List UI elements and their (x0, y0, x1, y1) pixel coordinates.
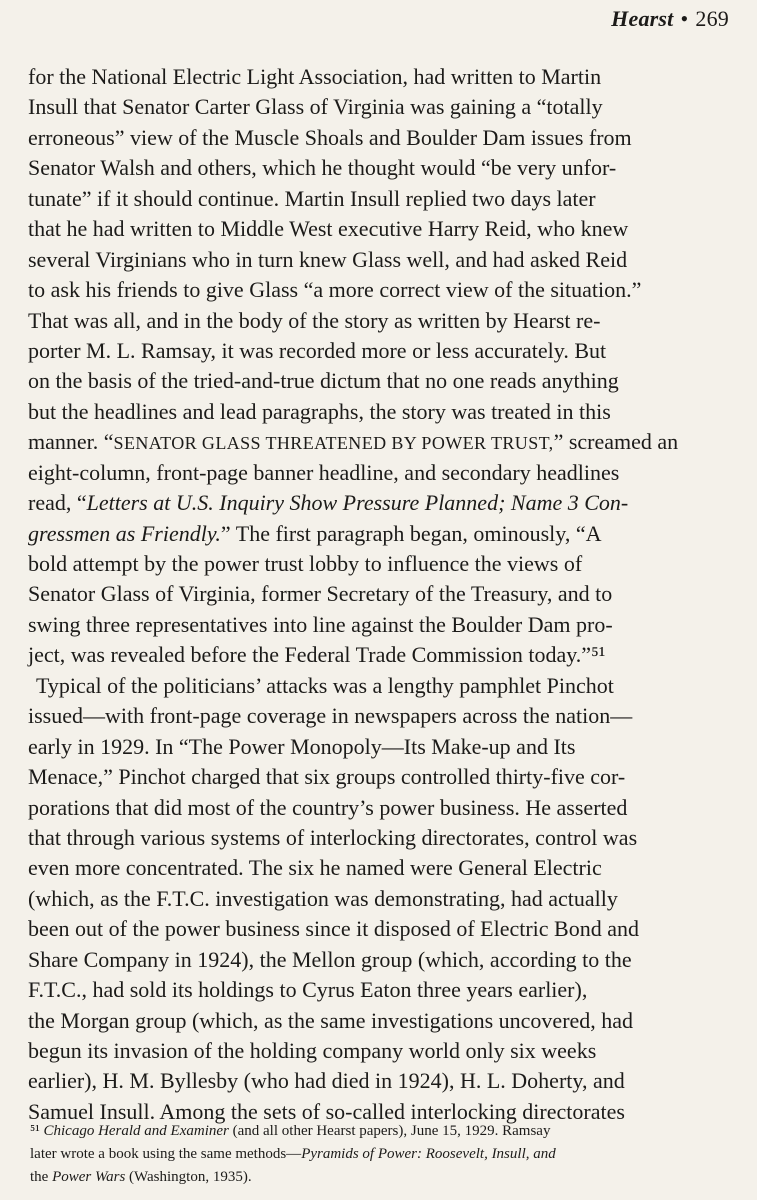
text-line: bold attempt by the power trust lobby to influence the views of (28, 551, 583, 576)
text-line: read, “Letters at U.S. Inquiry Show Pressure Planned; Name 3 Con- (28, 490, 629, 516)
text-line: porter M. L. Ramsay, it was recorded more or less accurately. But (28, 337, 607, 363)
text-line: erroneous” view of the Muscle Shoals and Boulder Dam issues from (28, 124, 632, 150)
running-head-separator: • (680, 6, 689, 31)
text-line: early in 1929. In “The Power Monopoly—Its Make-up and Its (28, 733, 576, 759)
page-number: 269 (695, 6, 729, 31)
text-line: several Virginians who in turn knew Glass well, and had asked Reid (28, 246, 628, 272)
text-line: Menace,” Pinchot charged that six groups controlled thirty-five cor- (28, 764, 626, 790)
text-line: Senator Walsh and others, which he thought would “be very unfor- (28, 155, 617, 181)
footnote-line: the Power Wars (Washington, 1935). (30, 1169, 252, 1185)
text-line: swing three representatives into line against the Boulder Dam pro- (28, 611, 613, 637)
footnote-line: later wrote a book using the same methods—Pyramids of Power: Roosevelt, Insull, and (30, 1146, 556, 1162)
text-line: issued—with front-page coverage in newspapers across the nation— (28, 703, 633, 729)
text-line: earlier), H. M. Byllesby (who had died in 1924), H. L. Doherty, and (28, 1068, 625, 1094)
text-line: porations that did most of the country’s power business. He asserted (28, 794, 628, 820)
text-line: Samuel Insull. Among the sets of so-called interlocking directorates (28, 1098, 625, 1124)
running-head-title: Hearst (611, 6, 674, 31)
text-line: Insull that Senator Carter Glass of Virginia was gaining a “totally (28, 94, 603, 120)
text-line: that through various systems of interlocking directorates, control was (28, 824, 638, 850)
running-head (611, 6, 729, 32)
text-line: That was all, and in the body of the story as written by Hearst re- (28, 307, 601, 333)
text-line: Share Company in 1924), the Mellon group (which, according to the (28, 946, 632, 972)
text-line: begun its invasion of the holding company world only six weeks (28, 1038, 597, 1063)
text-line: to ask his friends to give Glass “a more correct view of the situation.” (28, 277, 642, 303)
body-text (28, 62, 732, 1127)
footnote (30, 1120, 730, 1189)
text-line: tunate” if it should continue. Martin Insull replied two days later (28, 185, 596, 211)
text-line: been out of the power business since it disposed of Electric Bond and (28, 916, 639, 942)
text-line: Senator Glass of Virginia, former Secretary of the Treasury, and to (28, 581, 613, 607)
text-line: the Morgan group (which, as the same investigations uncovered, had (28, 1007, 634, 1033)
text-line: eight-column, front-page banner headline, and secondary headlines (28, 459, 620, 485)
text-line: (which, as the F.T.C. investigation was demonstrating, had actually (28, 885, 618, 911)
text-line: gressmen as Friendly.” The first paragraph began, ominously, “A (28, 520, 602, 546)
text-line: but the headlines and lead paragraphs, the story was treated in this (28, 398, 611, 424)
text-line: Typical of the politicians’ attacks was a lengthy pamphlet Pinchot (36, 672, 614, 698)
footnote-line: ⁵¹ Chicago Herald and Examiner (and all other Hearst papers), June 15, 1929. Ramsay (30, 1123, 551, 1139)
text-line: for the National Electric Light Association, had written to Martin (28, 64, 602, 89)
text-line: that he had written to Middle West executive Harry Reid, who knew (28, 216, 629, 242)
text-line: manner. “SENATOR GLASS THREATENED BY POWER TRUST,” screamed an (28, 429, 679, 455)
text-line: on the basis of the tried-and-true dictum that no one reads anything (28, 368, 619, 394)
text-line: F.T.C., had sold its holdings to Cyrus Eaton three years earlier), (28, 977, 588, 1003)
text-line: even more concentrated. The six he named were General Electric (28, 855, 602, 881)
text-line: ject, was revealed before the Federal Trade Commission today.”⁵¹ (28, 642, 606, 668)
